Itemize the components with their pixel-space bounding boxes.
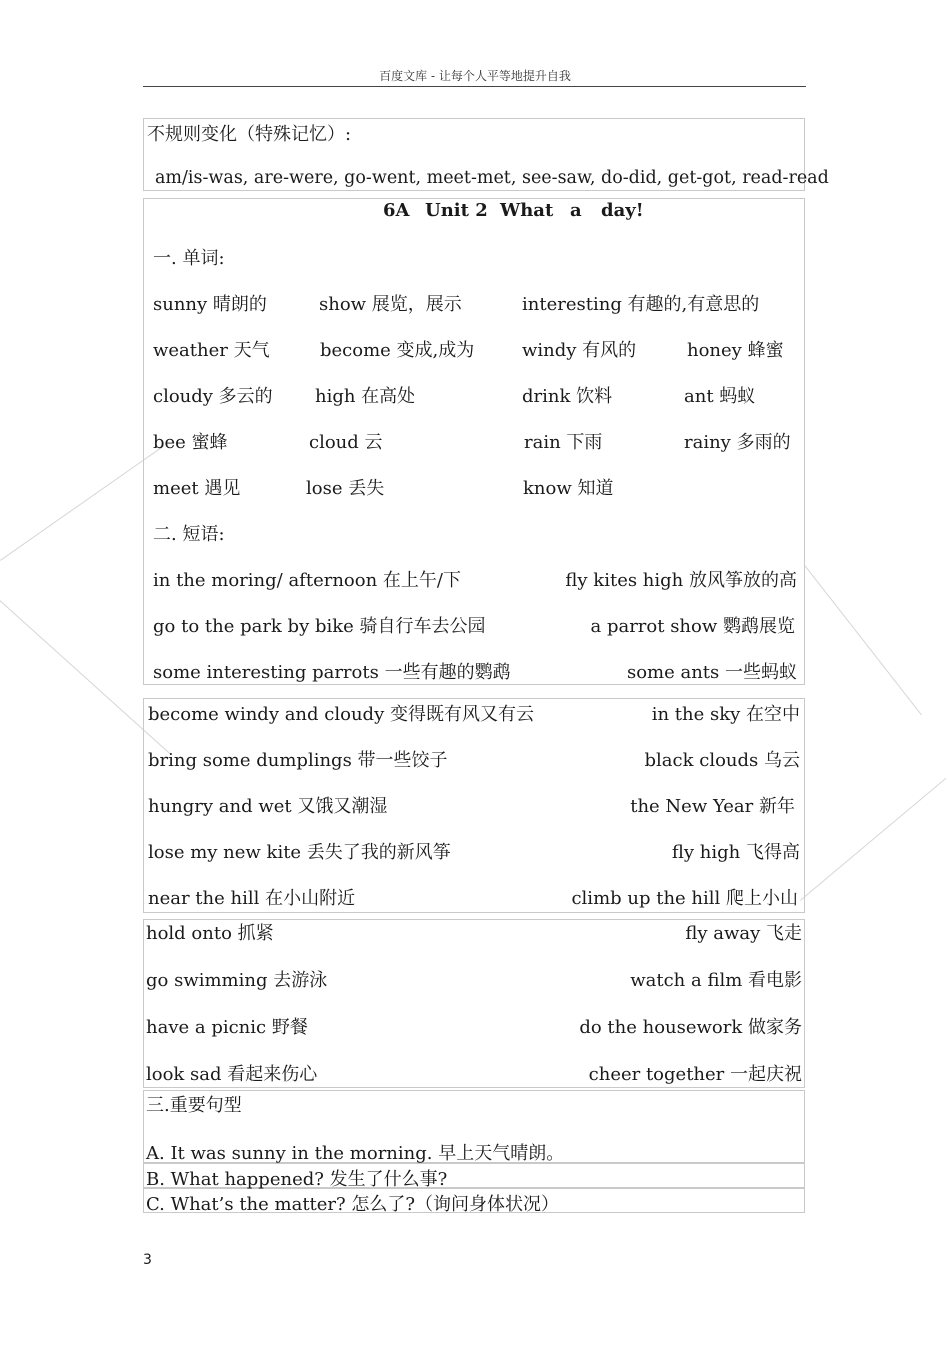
phrase-item: do the housework 做家务	[579, 1017, 802, 1038]
word-item: rain 下雨	[524, 432, 603, 453]
sentence-item: C. What’s the matter? 怎么了?（询问身体状况）	[146, 1194, 560, 1215]
unit-title-day: day!	[601, 200, 644, 221]
word-item: ant 蚂蚁	[684, 386, 756, 407]
word-item: interesting 有趣的,有意思的	[522, 294, 760, 315]
phrase-item: become windy and cloudy 变得既有风又有云	[148, 704, 534, 725]
word-item: rainy 多雨的	[684, 432, 791, 453]
watermark-line	[800, 778, 946, 901]
unit-title-6a: 6A	[383, 200, 410, 221]
word-item: drink 饮料	[522, 386, 613, 407]
phrase-item: some interesting parrots 一些有趣的鹦鹉	[153, 662, 511, 683]
word-item: windy 有风的	[522, 340, 637, 361]
unit-title-a: a	[570, 200, 582, 221]
sentence-item: A. It was sunny in the morning. 早上天气晴朗。	[146, 1143, 565, 1164]
page-number: 3	[143, 1252, 152, 1268]
phrases-heading: 二. 短语:	[153, 524, 225, 545]
page-header: 百度文库 - 让每个人平等地提升自我	[379, 69, 571, 83]
unit-title-unit: Unit 2	[425, 200, 488, 221]
irregular-pairs: am/is-was, are-were, go-went, meet-met, see-saw, do-did, get-got, read-read	[155, 168, 829, 188]
phrase-item: watch a film 看电影	[630, 970, 802, 991]
irregular-heading: 不规则变化（特殊记忆）:	[147, 124, 352, 145]
phrase-item: go swimming 去游泳	[146, 970, 328, 991]
word-item: bee 蜜蜂	[153, 432, 228, 453]
phrase-item: have a picnic 野餐	[146, 1017, 308, 1038]
phrase-item: fly kites high 放风筝放的高	[565, 570, 797, 591]
phrase-item: in the moring/ afternoon 在上午/下	[153, 570, 461, 591]
phrase-item: in the sky 在空中	[651, 704, 800, 725]
phrase-item: look sad 看起来伤心	[146, 1064, 318, 1085]
word-item: cloud 云	[309, 432, 383, 453]
phrase-item: lose my new kite 丢失了我的新风筝	[148, 842, 451, 863]
sentences-heading: 三.重要句型	[146, 1095, 242, 1116]
word-item: show 展览，展示	[319, 294, 462, 315]
phrase-item: go to the park by bike 骑自行车去公园	[153, 616, 486, 637]
phrase-item: a parrot show 鹦鹉展览	[590, 616, 795, 637]
watermark-line	[0, 445, 164, 561]
phrase-item: bring some dumplings 带一些饺子	[148, 750, 448, 771]
word-item: lose 丢失	[306, 478, 385, 499]
word-item: honey 蜂蜜	[687, 340, 784, 361]
phrase-item: some ants 一些蚂蚁	[626, 662, 797, 683]
phrase-item: hungry and wet 又饿又潮湿	[148, 796, 388, 817]
phrase-item: near the hill 在小山附近	[148, 888, 356, 909]
word-item: know 知道	[523, 478, 614, 499]
unit-title-what: What	[500, 200, 554, 221]
word-item: high 在高处	[315, 386, 416, 407]
word-item: become 变成,成为	[320, 340, 475, 361]
words-heading: 一. 单词:	[153, 248, 225, 269]
word-item: cloudy 多云的	[153, 386, 273, 407]
sentence-item: B. What happened? 发生了什么事?	[146, 1169, 448, 1190]
word-item: sunny 晴朗的	[153, 294, 267, 315]
phrase-item: fly away 飞走	[685, 923, 802, 944]
word-item: weather 天气	[153, 340, 270, 361]
phrase-item: hold onto 抓紧	[146, 923, 274, 944]
phrase-item: black clouds 乌云	[644, 750, 800, 771]
phrase-item: fly high 飞得高	[671, 842, 800, 863]
word-item: meet 遇见	[153, 478, 241, 499]
phrase-item: climb up the hill 爬上小山	[571, 888, 798, 909]
phrase-item: the New Year 新年	[630, 796, 795, 817]
header-divider	[143, 86, 806, 87]
phrase-item: cheer together 一起庆祝	[588, 1064, 802, 1085]
watermark-line	[804, 565, 922, 715]
